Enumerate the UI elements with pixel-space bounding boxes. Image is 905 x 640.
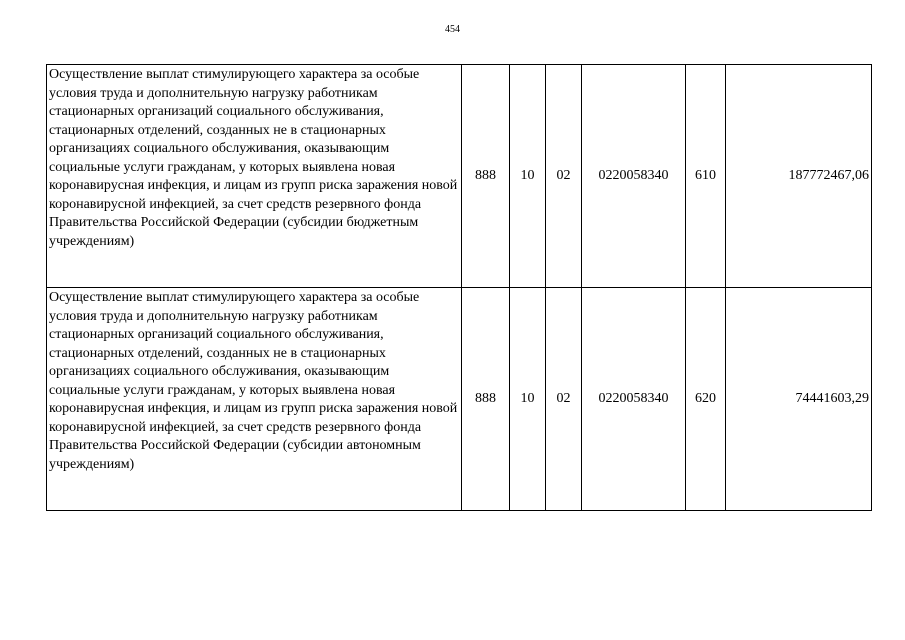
- target-article-code: 0220058340: [582, 65, 686, 288]
- page-number: 454: [445, 24, 460, 35]
- table-row: [47, 65, 872, 288]
- amount-value: 187772467,06: [726, 65, 872, 288]
- row-description: Осуществление выплат стимулирующего характера за особые условия труда и дополнительную нагрузку работникам стационарных организаций социального обслуживания, стационарных отделений, созданных не в стационарных организациях социального обслуживания, оказывающим социальные услуги гражданам, у которых выявлена новая коронавирусная инфекция, и лицам из групп риска заражения новой коронавирусной инфекцией, за счет средств резервного фонда Правительства Российской Федерации (субсидии автономным учреждениям): [47, 288, 462, 511]
- section-code: 10: [510, 65, 546, 288]
- table-row: [47, 288, 872, 511]
- section-code: 10: [510, 288, 546, 511]
- subsection-code: 02: [546, 288, 582, 511]
- target-article-code: 0220058340: [582, 288, 686, 511]
- row-description: Осуществление выплат стимулирующего характера за особые условия труда и дополнительную нагрузку работникам стационарных организаций социального обслуживания, стационарных отделений, созданных не в стационарных организациях социального обслуживания, оказывающим социальные услуги гражданам, у которых выявлена новая коронавирусная инфекция, и лицам из групп риска заражения новой коронавирусной инфекцией, за счет средств резервного фонда Правительства Российской Федерации (субсидии бюджетным учреждениям): [47, 65, 462, 288]
- ministry-code: 888: [462, 65, 510, 288]
- ministry-code: 888: [462, 288, 510, 511]
- subsection-code: 02: [546, 65, 582, 288]
- amount-value: 74441603,29: [726, 288, 872, 511]
- expense-type-code: 620: [686, 288, 726, 511]
- expense-type-code: 610: [686, 65, 726, 288]
- budget-table: [46, 64, 872, 511]
